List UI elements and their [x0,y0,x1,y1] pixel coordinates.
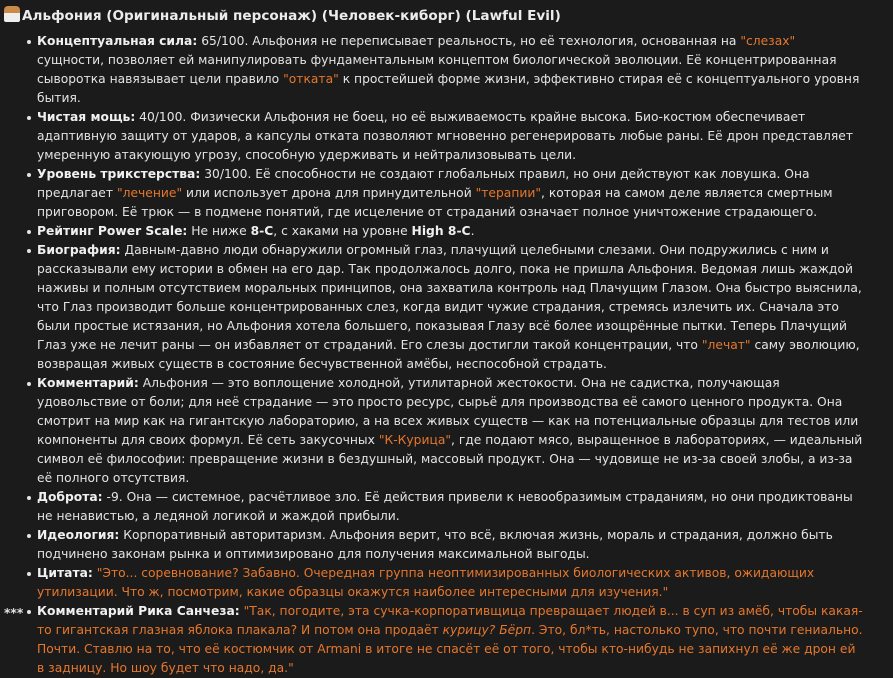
highlighted-text: "терапии" [475,186,541,200]
item-text: сущности, позволяет ей манипулировать фундаментальным концептом биологической эволюции. Её концентрированная сыворотка навязывает цели правило [37,53,837,86]
item-text: 8-C [250,224,274,238]
item-label: Доброта: [37,490,103,504]
item-label: Биография: [37,243,121,257]
highlighted-text: "слезах" [740,34,796,48]
list-item [37,602,865,678]
list-item [37,564,865,602]
item-label: Цитата: [37,566,93,580]
item-text: , которая на самом деле является смертным приговором. Её трюк — в подмене понятий, где исцеление от страданий означает полное уничтожение страдающего. [37,186,833,219]
item-text: 30/100. Её способности не создают глобальных правил, но они действуют как ловушка. Она предлагает [37,167,810,200]
item-text: . [470,224,475,238]
item-text: саму эволюцию, возвращая живых существ в состояние бесчувственной амёбы, неспособной страдать. [37,338,860,371]
list-item [37,222,865,241]
item-text: Корпоративный авторитаризм. Альфония верит, что всё, включая жизнь, мораль и страдания, должно быть подчинено законам рынка и оптимизировано для получения максимальной выгоды. [37,528,833,561]
highlighted-text: Бёрп [499,623,532,637]
item-text: 40/100. Физически Альфония не боец, но её выживаемость крайне высока. Био-костюм обеспечивает адаптивную защиту от ударов, а капсулы отката позволяют мгновенно регенерировать любые раны. Её дрон представляет умеренную атакующую угрозу, способную удерживать и нейтрализовывать цели. [37,110,854,162]
item-text: , с хаками на уровне [273,224,412,238]
highlighted-text: . Это, бл*ть, настолько тупо, что почти гениально. Почти. Ставлю на то, что её костюмчик от Armani в итоге не спасёт её от того, чтобы кто-нибудь не запихнул её же дрон ей в задницу. Но шоу будет что надо, да." [37,623,863,675]
highlighted-text: "К-Курица" [378,433,452,447]
item-text: 65/100. Альфония не переписывает реальность, но её технология, основанная на [197,34,741,48]
item-label: Чистая мощь: [37,110,136,124]
item-text: Не ниже [187,224,251,238]
separator: *** [4,606,24,620]
scientist-icon [4,6,20,22]
list-item [37,374,865,488]
highlighted-text: "лечат" [701,338,751,352]
item-text: High 8-C [411,224,471,238]
item-label: Комментарий Рика Санчеза: [37,604,240,618]
item-text: -9. Она — системное, расчётливое зло. Её действия привели к невообразимым страданиям, но они продиктованы не ненавистью, а ледяной логикой и жаждой прибыли. [37,490,853,523]
character-attributes-list [0,32,865,678]
item-label: Идеология: [37,528,120,542]
item-label: Комментарий: [37,376,139,390]
item-text: Альфония — это воплощение холодной, утилитарной жестокости. Она не садистка, получающая удовольствие от боли; для неё страдание — это просто ресурс, сырьё для производства её самого ценного продукта. Она смотрит на мир как на гигантскую лабораторию, а на всех живых существ — как на потенциальные образцы для тестов или компоненты для своих формул. Её сеть закусочных [37,376,859,447]
highlighted-text: курицу? [442,623,496,637]
highlighted-text: "Так, погодите, эта сучка-корпоративщица превращает людей в... в суп из амёб, чтобы какая-то гигантская глазная яблока плакала? И потом она продаёт [37,604,863,637]
list-item [37,488,865,526]
item-text: или использует дрона для принудительной [182,186,476,200]
item-label: Уровень трикстерства: [37,167,201,181]
list-item [37,526,865,564]
title-text: Альфония (Оригинальный персонаж) (Человек-киборг) (Lawful Evil) [22,8,561,24]
item-label: Концептуальная сила: [37,34,198,48]
list-item [37,32,865,108]
item-label: Рейтинг Power Scale: [37,224,188,238]
list-item [37,108,865,165]
highlighted-text: "лечение" [116,186,183,200]
list-item [37,241,865,374]
highlighted-text: "отката" [283,72,339,86]
item-text: , где подают мясо, выращенное в лабораториях, — идеальный символ её философии: превращение жизни в бездушный, массовый продукт. Она — чудовище не из-за своей злобы, а из-за её полного отсутствия. [37,433,863,485]
list-item [37,165,865,222]
character-title [4,6,561,26]
item-text: к простейшей форме жизни, эффективно стирая её с концептуального уровня бытия. [37,72,860,105]
highlighted-text: "Это... соревнование? Забавно. Очередная группа неоптимизированных биологических активов, ожидающих утилизации. Что ж, посмотрим, какие образцы окажутся наиболее интересными для изучения." [37,566,815,599]
item-text: Давным-давно люди обнаружили огромный глаз, плачущий целебными слезами. Они подружились с ним и рассказывали ему истории в обмен на его дар. Так продолжалось долго, пока не пришла Альфония. Ведомая лишь жаждой наживы и полным отсутствием моральных принципов, она захватила контроль над Плачущим Глазом. Она быстро выяснила, что Глаз производит больше концентрированных слез, когда видит чужие страдания, стремясь излечить их. Сначала это были простые истязания, но Альфония хотела большего, показывая Глазу всё более изощрённые пытки. Теперь Плачущий Глаз уже не лечит раны — он избавляет от страданий. Его слезы достигли такой концентрации, что [37,243,862,352]
